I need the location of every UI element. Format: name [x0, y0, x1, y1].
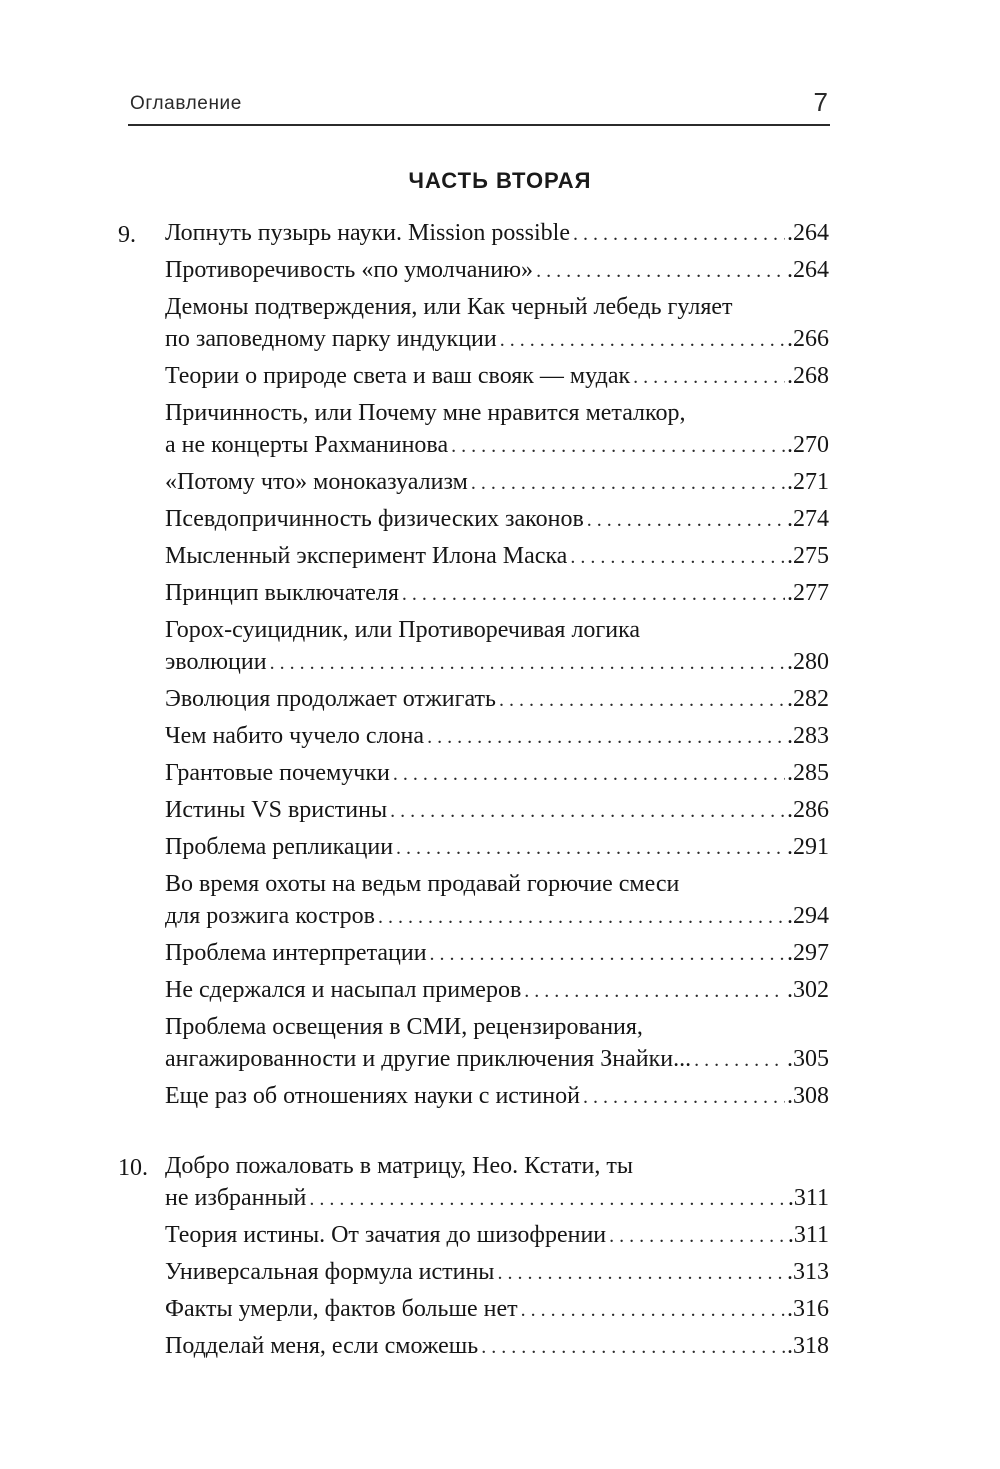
toc-entry-page: .305 — [787, 1046, 829, 1072]
toc-entry[interactable] — [165, 1007, 829, 1076]
toc-entry-line — [165, 974, 829, 1007]
dot-leader — [481, 1331, 785, 1363]
toc-entry[interactable] — [165, 864, 829, 933]
toc-entry[interactable] — [165, 1252, 829, 1289]
toc-entry-page: .302 — [787, 977, 829, 1003]
toc-entry[interactable] — [165, 287, 829, 356]
dot-leader — [609, 1220, 786, 1252]
toc-entry-page: .280 — [787, 649, 829, 675]
toc-entry-page: .291 — [787, 834, 829, 860]
toc-entry[interactable] — [165, 679, 829, 716]
dot-leader — [427, 721, 785, 753]
toc-entry-line — [165, 1043, 829, 1076]
toc-entry-title: Не сдержался и насыпал примеров — [165, 977, 522, 1003]
toc-entry-page: .318 — [787, 1333, 829, 1359]
toc-entry-title: Противоречивость «по умолчанию» — [165, 257, 534, 283]
toc-entry-title: по заповедному парку индукции — [165, 326, 497, 352]
toc-entry[interactable] — [165, 356, 829, 393]
toc-chapter — [0, 213, 1000, 1113]
toc-entry-page: .285 — [787, 760, 829, 786]
toc-entry-line — [165, 1293, 829, 1326]
toc-entry-page: .313 — [787, 1259, 829, 1285]
dot-leader — [583, 1081, 785, 1113]
dot-leader — [536, 255, 785, 287]
dot-leader — [393, 758, 785, 790]
toc-entry-page: .286 — [787, 797, 829, 823]
dot-leader — [378, 901, 785, 933]
toc-entry-title: Лопнуть пузырь науки. Mission possible — [165, 220, 570, 246]
toc-entry-title: Проблема репликации — [165, 834, 394, 860]
toc-entry-page: .275 — [787, 543, 829, 569]
toc-entry[interactable] — [165, 536, 829, 573]
toc-entry-title: Мысленный эксперимент Илона Маска — [165, 543, 568, 569]
toc-entry-line — [165, 360, 829, 393]
chapter-number: 9. — [118, 222, 136, 248]
dot-leader — [633, 361, 785, 393]
toc-entry-title: Проблема интерпретации — [165, 940, 427, 966]
toc-entry[interactable] — [165, 1215, 829, 1252]
toc-entry-title-first-line: Демоны подтверждения, или Как черный лебедь гуляет — [165, 294, 733, 320]
toc-entry-page: .264 — [787, 257, 829, 283]
toc-entry-line — [165, 1080, 829, 1113]
toc-entry[interactable] — [165, 250, 829, 287]
toc-entry-line — [165, 831, 829, 864]
toc-entry-line — [165, 429, 829, 462]
dot-leader — [402, 578, 785, 610]
dot-leader — [570, 541, 785, 573]
dot-leader — [430, 938, 785, 970]
toc-entry-page: .316 — [787, 1296, 829, 1322]
toc-entry[interactable] — [165, 970, 829, 1007]
running-header — [128, 84, 830, 126]
toc-entry-title: для розжига костров — [165, 903, 375, 929]
toc-entry[interactable] — [165, 827, 829, 864]
toc-entry-page: .271 — [787, 469, 829, 495]
toc-entry-title-first-line: Во время охоты на ведьм продавай горючие смеси — [165, 871, 680, 897]
toc-entry-line — [165, 1256, 829, 1289]
toc-entry-title: Еще раз об отношениях науки с истиной — [165, 1083, 580, 1109]
toc-entry[interactable] — [165, 573, 829, 610]
toc-entry-page: .311 — [787, 1185, 829, 1211]
toc-entry-line — [165, 794, 829, 827]
toc-entry-page: .297 — [787, 940, 829, 966]
toc-entry-line — [165, 720, 829, 753]
toc-entry-title: Эволюция продолжает отжигать — [165, 686, 496, 712]
toc-entry[interactable] — [165, 1146, 829, 1215]
dot-leader — [521, 1294, 785, 1326]
toc-entry-line — [165, 683, 829, 716]
toc-entry[interactable] — [165, 1326, 829, 1363]
toc-entry[interactable] — [165, 610, 829, 679]
toc-entry-page: .282 — [787, 686, 829, 712]
toc-entry-line — [165, 323, 829, 356]
toc-entry-title: Псевдопричинность физических законов — [165, 506, 584, 532]
toc-entry-page: .277 — [787, 580, 829, 606]
toc-entry-line — [165, 577, 829, 610]
toc-entry-line — [165, 217, 829, 250]
toc-entry-page: .311 — [787, 1222, 829, 1248]
dot-leader — [451, 430, 785, 462]
dot-leader — [500, 324, 785, 356]
dot-leader — [471, 467, 785, 499]
toc-entry-page: .264 — [787, 220, 829, 246]
toc-entry-title: эволюции — [165, 649, 267, 675]
toc-entry[interactable] — [165, 499, 829, 536]
toc-entry-line — [165, 757, 829, 790]
toc-entry-title: Принцип выключателя — [165, 580, 399, 606]
toc-entry-title-first-line: Добро пожаловать в матрицу, Нео. Кстати, ты — [165, 1153, 633, 1179]
toc-entry[interactable] — [165, 1289, 829, 1326]
toc-entry-page: .308 — [787, 1083, 829, 1109]
toc-chapter — [0, 1146, 1000, 1363]
toc-entry[interactable] — [165, 462, 829, 499]
toc-entry-page: .266 — [787, 326, 829, 352]
toc-entry-page: .268 — [787, 363, 829, 389]
dot-leader — [573, 218, 785, 250]
toc-entry-title: Подделай меня, если сможешь — [165, 1333, 479, 1359]
toc-entry-title: Теории о природе света и ваш свояк — мудак — [165, 363, 631, 389]
toc-entry-title: а не концерты Рахманинова — [165, 432, 449, 458]
toc-entry-title: Универсальная формула истины — [165, 1259, 495, 1285]
toc-entry-title: Истины VS вристины — [165, 797, 388, 823]
toc-entry-line — [165, 937, 829, 970]
toc-entry[interactable] — [165, 213, 829, 250]
toc-entry-title: не избранный — [165, 1185, 307, 1211]
toc-entry[interactable] — [165, 753, 829, 790]
dot-leader — [587, 504, 785, 536]
dot-leader — [396, 832, 785, 864]
page-number: 7 — [813, 87, 828, 117]
toc-entry-title: Чем набито чучело слона — [165, 723, 425, 749]
toc-entry-title: Грантовые почемучки — [165, 760, 390, 786]
toc-entry-title-first-line: Причинность, или Почему мне нравится металкор, — [165, 400, 686, 426]
toc-entry-line — [165, 646, 829, 679]
toc-entry-page: .283 — [787, 723, 829, 749]
dot-leader — [694, 1044, 785, 1076]
toc-entry[interactable] — [165, 1076, 829, 1113]
toc-entry-title-first-line: Проблема освещения в СМИ, рецензирования, — [165, 1014, 643, 1040]
toc-entry-title-first-line: Горох-суицидник, или Противоречивая логика — [165, 617, 641, 643]
toc-entry-line — [165, 540, 829, 573]
toc-entry-line — [165, 254, 829, 287]
toc-entry-title: ангажированности и другие приключения Знайки... — [165, 1046, 692, 1072]
dot-leader — [524, 975, 785, 1007]
toc-entry-line — [165, 1330, 829, 1363]
toc-entry-page: .274 — [787, 506, 829, 532]
toc-entry-page: .294 — [787, 903, 829, 929]
toc-entry-line — [165, 503, 829, 536]
toc-entry-title: Теория истины. От зачатия до шизофрении — [165, 1222, 607, 1248]
toc-entry[interactable] — [165, 716, 829, 753]
toc-entry-page: .270 — [787, 432, 829, 458]
toc-entry-title: «Потому что» моноказуализм — [165, 469, 468, 495]
toc-entry[interactable] — [165, 933, 829, 970]
dot-leader — [499, 684, 785, 716]
dot-leader — [497, 1257, 785, 1289]
dot-leader — [309, 1183, 786, 1215]
dot-leader — [270, 647, 785, 679]
toc-entry-line — [165, 900, 829, 933]
dot-leader — [390, 795, 785, 827]
toc-entry[interactable] — [165, 790, 829, 827]
toc-entry-title: Факты умерли, фактов больше нет — [165, 1296, 518, 1322]
toc-entry-line — [165, 466, 829, 499]
table-of-contents — [0, 213, 1000, 1363]
chapter-number: 10. — [118, 1155, 148, 1181]
toc-entry-line — [165, 1182, 829, 1215]
toc-entry[interactable] — [165, 393, 829, 462]
part-title: ЧАСТЬ ВТОРАЯ — [408, 168, 592, 193]
running-header-title: Оглавление — [130, 93, 242, 114]
toc-entry-line — [165, 1219, 829, 1252]
